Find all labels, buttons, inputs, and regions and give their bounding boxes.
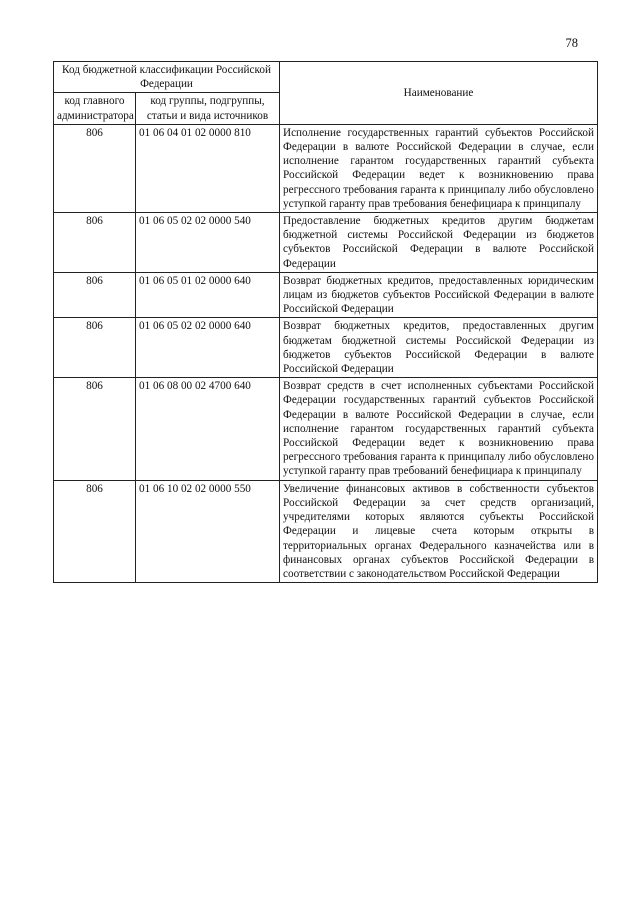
name-cell: Предоставление бюджетных кредитов другим бюджетам бюджетной системы Российской Федерации из бюджетов субъектов Российской Федерации в валюте Российской Федерации xyxy=(280,213,598,273)
name-cell: Исполнение государственных гарантий субъектов Российской Федерации в валюте Российской Федерации в случае, если исполнение гарантом государственных гарантий субъекта Российской Федерации ведет к возникновению права регрессного требования гаранта к принципалу либо обусловлено уступкой гаранту прав требования бенефициара к принципалу xyxy=(280,124,598,212)
source-code-cell: 01 06 08 00 02 4700 640 xyxy=(136,378,280,480)
source-code-cell: 01 06 05 02 02 0000 540 xyxy=(136,213,280,273)
admin-code-cell: 806 xyxy=(54,318,136,378)
name-cell: Возврат средств в счет исполненных субъектами Российской Федерации государственных гарантий субъектов Российской Федерации в валюте Российской Федерации в случае, если исполнение гарантом государственных гарантий субъекта Российской Федерации ведет к возникновению права регрессного требования гаранта к принципалу либо обусловлено уступкой гаранту прав требований бенефициара к принципалу xyxy=(280,378,598,480)
admin-code-cell: 806 xyxy=(54,480,136,582)
admin-code-cell: 806 xyxy=(54,378,136,480)
source-code-cell: 01 06 05 02 02 0000 640 xyxy=(136,318,280,378)
source-code-cell: 01 06 05 01 02 0000 640 xyxy=(136,272,280,318)
admin-code-cell: 806 xyxy=(54,272,136,318)
name-cell: Возврат бюджетных кредитов, предоставленных юридическим лицам из бюджетов субъектов Российской Федерации в валюте Российской Федерации xyxy=(280,272,598,318)
header-source-code: код группы, подгруппы, статьи и вида источников xyxy=(136,93,280,124)
table-row xyxy=(54,378,598,480)
header-admin-code: код главного администратора xyxy=(54,93,136,124)
table-row xyxy=(54,272,598,318)
source-code-cell: 01 06 04 01 02 0000 810 xyxy=(136,124,280,212)
table-row xyxy=(54,318,598,378)
table-row xyxy=(54,124,598,212)
header-budget-classification-code: Код бюджетной классификации Российской Федерации xyxy=(54,62,280,93)
name-cell: Увеличение финансовых активов в собственности субъектов Российской Федерации за счет средств организаций, учредителями которых являются субъекты Российской Федерации и лицевые счета которым открыты в территориальных органах Федерального казначейства или в финансовых органах субъектов Российской Федерации в соответствии с законодательством Российской Федерации xyxy=(280,480,598,582)
table-row xyxy=(54,213,598,273)
page-number: 78 xyxy=(565,36,578,50)
source-code-cell: 01 06 10 02 02 0000 550 xyxy=(136,480,280,582)
header-name: Наименование xyxy=(280,62,598,125)
budget-classification-table xyxy=(53,61,598,583)
admin-code-cell: 806 xyxy=(54,213,136,273)
table-row xyxy=(54,480,598,582)
name-cell: Возврат бюджетных кредитов, предоставленных другим бюджетам бюджетной системы Российской Федерации из бюджетов субъектов Российской Федерации в валюте Российской Федерации xyxy=(280,318,598,378)
admin-code-cell: 806 xyxy=(54,124,136,212)
